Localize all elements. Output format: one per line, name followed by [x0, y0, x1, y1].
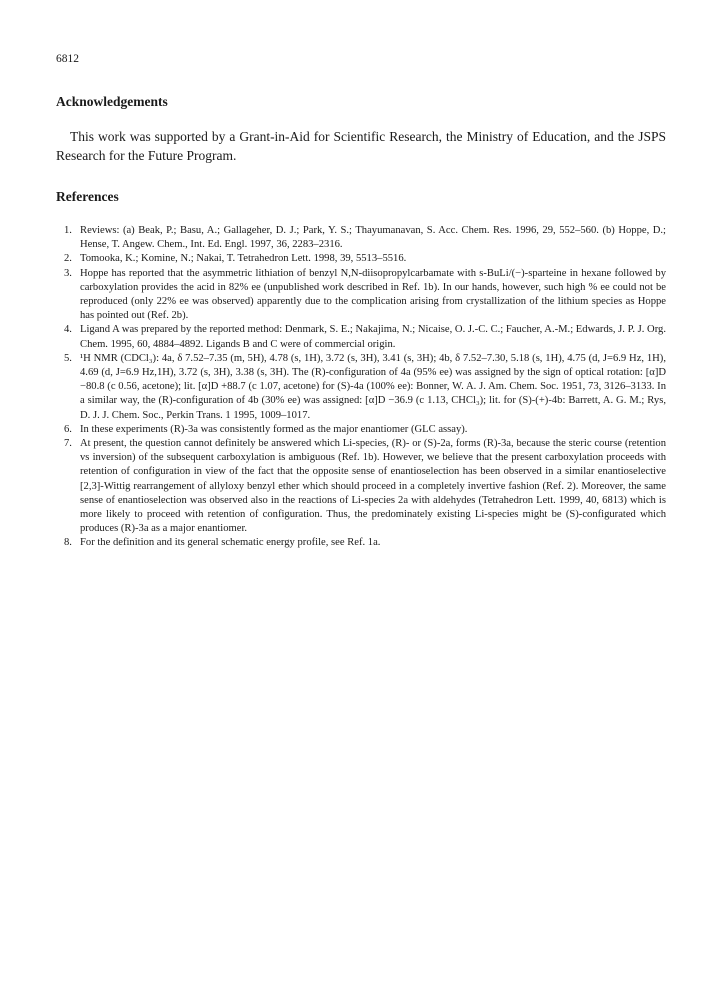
acknowledgements-heading: Acknowledgements: [56, 94, 168, 109]
reference-number: 6.: [64, 423, 72, 435]
reference-number: 8.: [64, 537, 72, 549]
reference-item: [56, 323, 666, 351]
reference-item: [56, 352, 666, 423]
page-number: 6812: [56, 53, 79, 65]
reference-number: 4.: [64, 324, 72, 336]
reference-number: 2.: [64, 253, 72, 265]
reference-text: Tomooka, K.; Komine, N.; Nakai, T. Tetrahedron Lett. 1998, 39, 5513–5516.: [80, 253, 407, 265]
reference-item: [56, 536, 666, 550]
reference-item: [56, 224, 666, 252]
reference-text: Ligand A was prepared by the reported method: Denmark, S. E.; Nakajima, N.; Nicaise, O. J.-C. C.; Faucher, A.-M.; Edwards, J. P. J. Org. Chem. 1995, 60, 4884–4892. Ligands B and C were of commercial origin.: [80, 324, 666, 350]
reference-text: At present, the question cannot definitely be answered which Li-species, (R)- or (S)-2a, forms (R)-3a, because the steric course (retention vs inversion) of the subsequent carboxylation is ambiguous (Ref. 1b). However, we believe that the present carboxylation proceeds with retention of configuration in view of the fact that the opposite sense of enantioselection has been observed in a similar enantioselective [2,3]-Wittig rearrangement of allyloxy benzyl ether which should proceed in a completely invertive fashion (Ref. 2). Moreover, the same sense of enantioselection was observed also in the reactions of Li-species 2a with aldehydes (Tetrahedron Lett. 1999, 40, 6813) which is more likely to proceed with retention of configuration. Thus, the predominately existing Li-species might be (S)-configurated which produces (R)-3a as a major enantiomer.: [80, 438, 666, 535]
reference-number: 5.: [64, 352, 72, 364]
reference-text: In these experiments (R)-3a was consistently formed as the major enantiomer (GLC assay).: [80, 423, 468, 435]
reference-text: Reviews: (a) Beak, P.; Basu, A.; Gallageher, D. J.; Park, Y. S.; Thayumanavan, S. Acc. Chem. Res. 1996, 29, 552–560. (b) Hoppe, D.; Hense, T. Angew. Chem., Int. Ed. Engl. 1997, 36, 2283–2316.: [80, 225, 666, 251]
reference-text: Hoppe has reported that the asymmetric lithiation of benzyl N,N-diisopropylcarbamate with s-BuLi/(−)-sparteine in hexane followed by carboxylation provides the acid in 82% ee (unpublished work described in Ref. 1b). In our hands, however, such high % ee could not be reproduced (only 22% ee was observed) apparently due to the complication arising from crystallization of the lithium species as Hoppe has pointed out (Ref. 2b).: [80, 267, 666, 322]
reference-item: [56, 437, 666, 536]
reference-number: 7.: [64, 438, 72, 450]
reference-item: [56, 252, 666, 266]
reference-text: For the definition and its general schematic energy profile, see Ref. 1a.: [80, 537, 381, 549]
reference-text: ¹H NMR (CDCl₃): 4a, δ 7.52–7.35 (m, 5H), 4.78 (s, 1H), 3.72 (s, 3H), 3.41 (s, 3H); 4b, δ 7.52–7.30, 5.18 (s, 1H), 4.75 (d, J=6.9 Hz, 1H), 4.69 (d, J=6.9 Hz,1H), 3.72 (s, 3H), 3.38 (s, 3H). The (R)-configuration of 4a (95% ee) was assigned by the sign of optical rotation: [α]D −80.8 (c 0.56, acetone); lit. [α]D +88.7 (c 1.07, acetone) for (S)-4a (100% ee): Bonner, W. A. J. Am. Chem. Soc. 1951, 73, 3126–3133. In a similar way, the (R)-configuration of 4b (30% ee) was assigned: [α]D −36.9 (c 1.13, CHCl₃); lit. for (S)-(+)-4b: Barrett, A. G. M.; Rys, D. J. J. Chem. Soc., Perkin Trans. 1 1995, 1009–1017.: [80, 352, 666, 421]
references-heading: References: [56, 189, 119, 204]
reference-number: 3.: [64, 267, 72, 279]
reference-number: 1.: [64, 225, 72, 236]
reference-list: [56, 224, 666, 551]
reference-item: [56, 267, 666, 324]
acknowledgements-text: This work was supported by a Grant-in-Aid for Scientific Research, the Ministry of Education, and the JSPS Research for the Future Program.: [56, 129, 666, 163]
reference-item: [56, 423, 666, 437]
